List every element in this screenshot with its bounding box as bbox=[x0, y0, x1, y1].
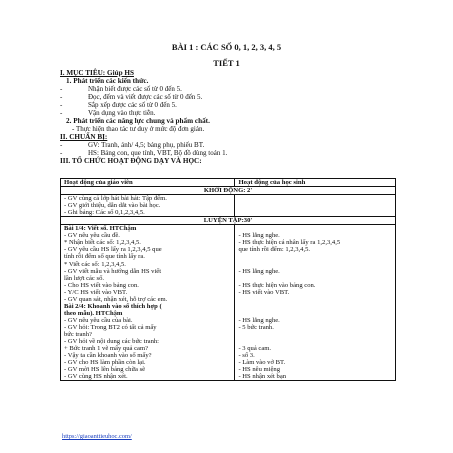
table-line: tính rồi đếm số que tính lấy ra. bbox=[64, 253, 145, 261]
table-line: - GV nêu yêu cầu đề. bbox=[64, 232, 120, 240]
exercise-heading: Bài 2/4: Khoanh vào số thích hợp ( bbox=[64, 302, 162, 310]
table-line: - HS lắng nghe. bbox=[238, 232, 280, 240]
objective-item: - Vận dụng vào thực tiễn. bbox=[60, 109, 156, 117]
lesson-title: BÀI 1 : CÁC SỐ 0, 1, 2, 3, 4, 5 bbox=[171, 42, 282, 52]
objective-item: - Sắp xếp được các số từ 0 đến 5. bbox=[60, 101, 177, 109]
exercise-heading: Bài 1/4: Viết số. HTChậm bbox=[64, 225, 137, 233]
table-line: - HS viết vào VBT. bbox=[238, 288, 290, 296]
table-line bbox=[238, 331, 392, 338]
table-line: que tính rồi đếm: 1,2,3,4,5. bbox=[238, 246, 311, 254]
table-line: - GV cùng HS nhận xét. bbox=[64, 373, 128, 381]
table-line: - Vậy ta cần khoanh vào số mấy? bbox=[64, 352, 152, 360]
table-line: - 5 bức tranh. bbox=[238, 323, 274, 331]
objectives-heading: I. MỤC TIÊU: Giúp HS bbox=[60, 69, 134, 77]
practice-label: LUYỆN TẬP:30' bbox=[61, 217, 396, 225]
table-line: + Bức tranh 1 vẽ mấy quả cam? bbox=[64, 345, 149, 353]
objective-item: - Nhận biết được các số từ 0 đến 5. bbox=[60, 85, 182, 93]
prep-heading: II. CHUẨN BỊ: bbox=[60, 133, 108, 141]
table-line: - GV hỏi: Trong BT2 có tất cả mấy bbox=[64, 323, 157, 331]
table-line: - 3 quả cam. bbox=[238, 345, 272, 353]
objectives-sub1: 1. Phát triển các kiến thức. bbox=[66, 77, 149, 85]
table-line: - HS thực hiện cá nhân lấy ra 1,2,3,4,5 bbox=[238, 239, 341, 247]
practice-band-row bbox=[61, 217, 396, 225]
exercise-heading: theo mẫu). HTChậm bbox=[64, 309, 123, 317]
table-line: - GV cùng cả lớp hát bài hát: Tập đếm. bbox=[64, 195, 167, 203]
warmup-teacher-cell bbox=[61, 195, 235, 217]
table-line: - HS nêu miệng bbox=[238, 366, 281, 374]
table-line: bức tranh? bbox=[64, 330, 92, 338]
practice-teacher-cell bbox=[61, 225, 235, 381]
prep-item: - GV: Tranh, ảnh/ 4,5; bảng phụ, phiếu BT. bbox=[60, 141, 205, 149]
period-label: TIẾT 1 bbox=[213, 58, 240, 68]
table-header-row bbox=[61, 179, 396, 187]
teacher-column-header: Hoạt động của giáo viên bbox=[61, 179, 235, 187]
table-line: lần lượt các số. bbox=[64, 274, 105, 282]
table-line: * Nhận biết các số: 1,2,3,4,5. bbox=[64, 239, 141, 247]
table-line bbox=[238, 261, 392, 268]
table-line: - GV yêu cầu HS lấy ra 1,2,3,4,5 que bbox=[64, 246, 162, 254]
table-line: - GV quan sát, nhận xét, hỗ trợ các em. bbox=[64, 295, 168, 303]
practice-row bbox=[61, 225, 396, 381]
objective-item: - Đọc, đếm và viết được các số từ 0 đến 5. bbox=[60, 93, 203, 101]
activities-heading: III. TỔ CHỨC HOẠT ĐỘNG DẠY VÀ HỌC: bbox=[60, 157, 202, 165]
table-line: - Ghi bảng: Các số 0,1,2,3,4,5. bbox=[64, 209, 145, 217]
table-line: - Cho HS viết vào bảng con. bbox=[64, 281, 139, 289]
table-line bbox=[238, 310, 392, 317]
table-line bbox=[238, 275, 392, 282]
table-line: * Viết các số: 1,2,3,4,5. bbox=[64, 260, 126, 268]
table-line: - HS lắng nghe. bbox=[238, 316, 280, 324]
table-line: - GV viết mẫu và hướng dẫn HS viết bbox=[64, 267, 162, 275]
warmup-row bbox=[61, 195, 396, 217]
table-line: - Y/C HS viết vào VBT. bbox=[64, 288, 128, 296]
table-line: - HS thực hiện vào bảng con. bbox=[238, 281, 316, 289]
table-line: - GV hỏi về nội dung các bức tranh: bbox=[64, 338, 160, 346]
table-line bbox=[238, 338, 392, 345]
objective-item: - Thực hiện thao tác tư duy ở mức độ đơn giản. bbox=[72, 125, 205, 133]
table-line: - GV nêu yêu cầu của bài. bbox=[64, 316, 133, 324]
activities-table bbox=[60, 178, 396, 381]
table-line bbox=[238, 225, 392, 232]
objectives-sub2: 2. Phát triển các năng lực chung và phẩm chất. bbox=[66, 117, 210, 125]
table-line: - HS lắng nghe. bbox=[238, 267, 280, 275]
table-line: - GV giới thiệu, dẫn dắt vào bài học. bbox=[64, 202, 161, 210]
warmup-band-row bbox=[61, 187, 396, 195]
footer-link[interactable]: https://giaoanttieuhoc.com/ bbox=[62, 433, 132, 440]
table-line bbox=[238, 303, 392, 310]
table-line: - HS nhận xét bạn bbox=[238, 373, 287, 381]
student-column-header: Hoạt động của học sinh bbox=[235, 179, 396, 187]
table-line: - GV mời HS lên bảng chữa sẽ bbox=[64, 366, 146, 374]
table-line: - Làm vào vở BT. bbox=[238, 359, 286, 367]
warmup-student-cell bbox=[235, 195, 396, 217]
prep-item: - HS: Bảng con, que tính, VBT, Bộ đồ dùng toán 1. bbox=[60, 149, 228, 157]
practice-student-cell bbox=[235, 225, 396, 381]
table-line: - GV cho HS làm phần còn lại. bbox=[64, 359, 146, 367]
warmup-label: KHỞI ĐỘNG: 2' bbox=[61, 187, 396, 195]
table-line bbox=[238, 253, 392, 260]
table-line bbox=[238, 296, 392, 303]
table-line: - số 3. bbox=[238, 352, 255, 360]
